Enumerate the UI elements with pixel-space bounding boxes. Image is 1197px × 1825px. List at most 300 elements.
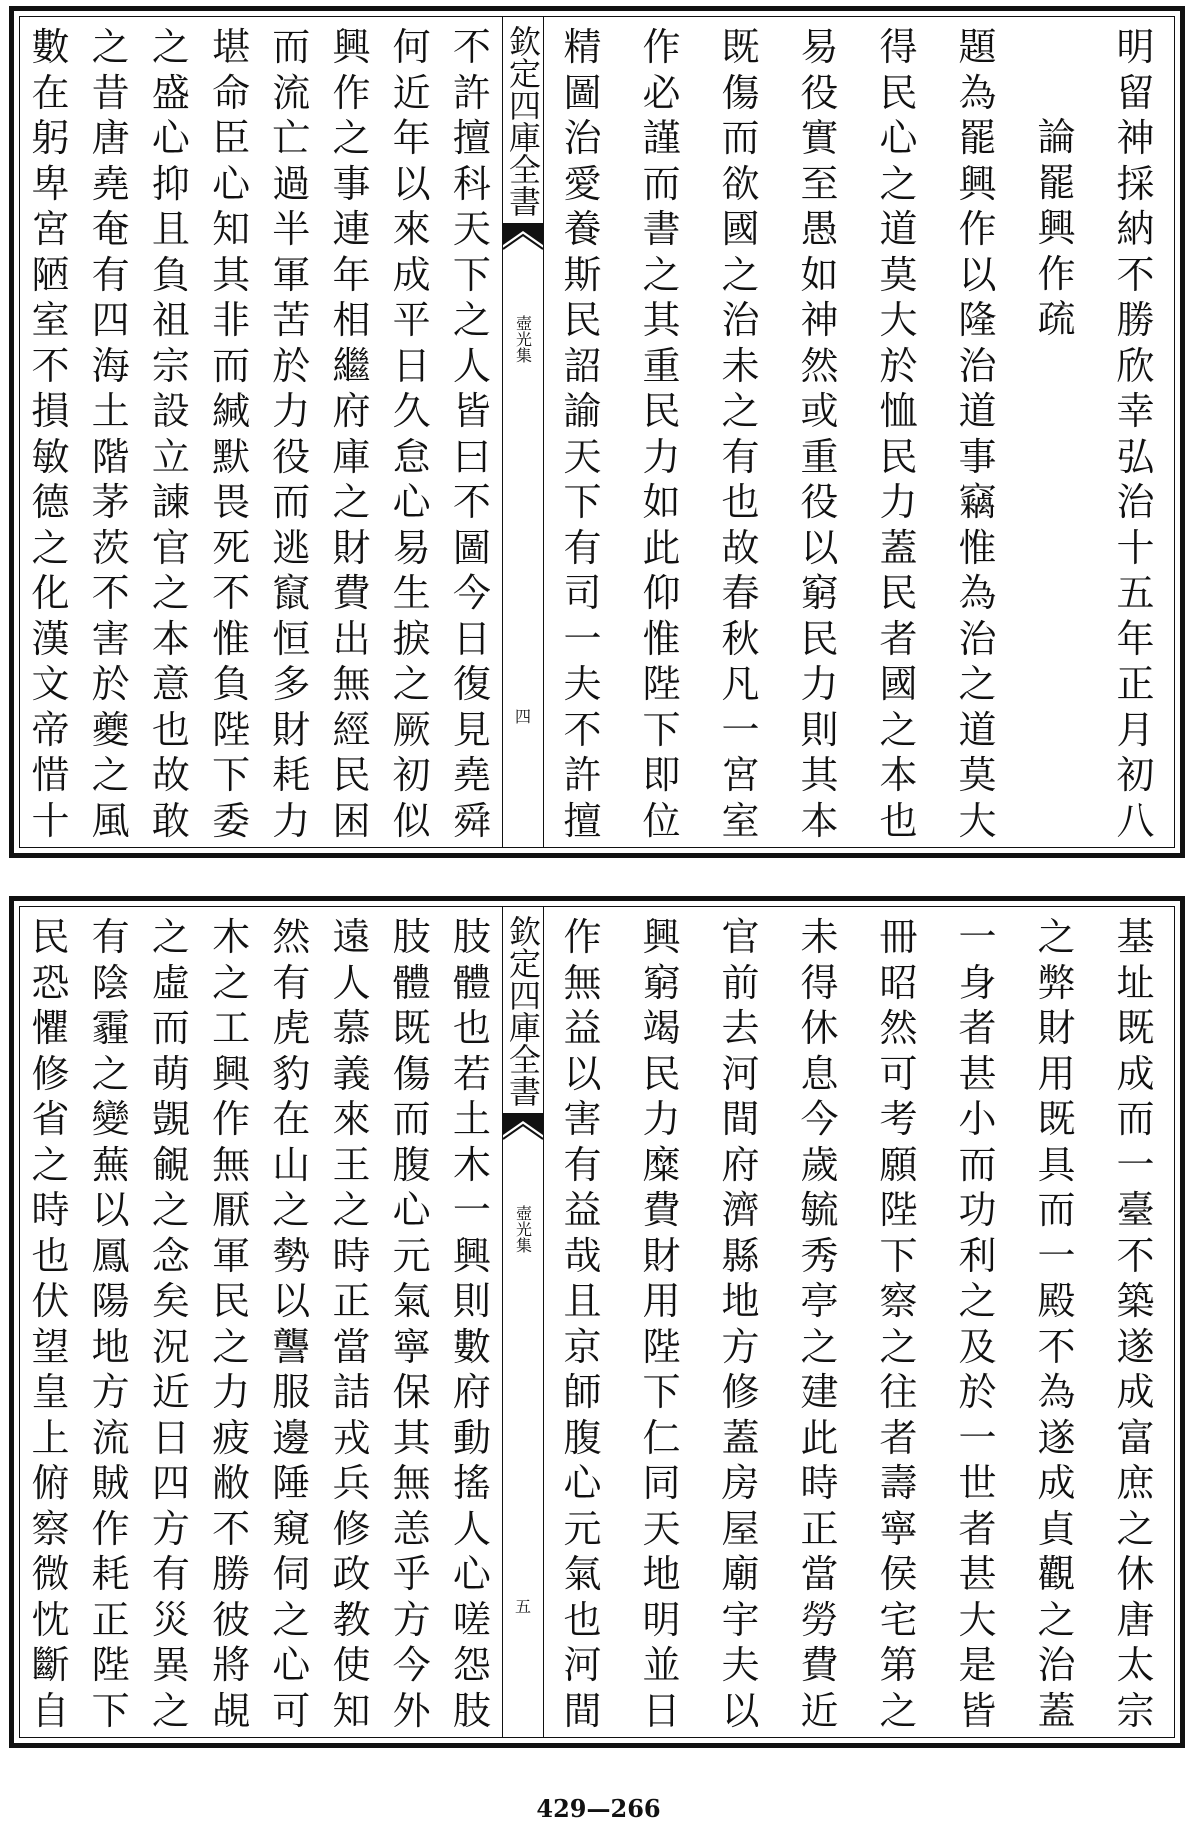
gutter-library-title: 欽定四庫全書 (504, 915, 542, 1107)
glyph: 年 (1116, 616, 1155, 661)
glyph: 況 (151, 1324, 190, 1369)
glyph: 亡 (272, 116, 311, 160)
glyph: 毓 (800, 1188, 839, 1232)
text-column (20, 915, 80, 1735)
glyph: 而 (642, 161, 681, 206)
glyph: 怠 (392, 434, 431, 479)
glyph: 成 (1037, 1461, 1076, 1505)
glyph: 肢 (452, 915, 491, 959)
glyph: 鳳 (91, 1233, 130, 1278)
glyph: 數 (452, 1324, 491, 1369)
glyph: 仰 (642, 571, 681, 615)
gutter-book-title: 壺光集 (513, 1205, 533, 1253)
glyph: 重 (800, 434, 839, 479)
glyph: 五 (1116, 571, 1155, 615)
glyph: 抑 (151, 161, 190, 206)
glyph: 兵 (332, 1461, 371, 1505)
glyph: 斷 (31, 1643, 70, 1687)
glyph: 之 (879, 161, 918, 206)
glyph: 生 (392, 571, 431, 615)
glyph: 仁 (642, 1415, 681, 1460)
glyph: 治 (721, 298, 760, 342)
glyph: 木 (452, 1142, 491, 1187)
text-column (382, 915, 442, 1735)
glyph: 漢 (31, 616, 70, 661)
glyph: 府 (332, 389, 371, 433)
glyph: 擅 (563, 798, 602, 843)
text-column (201, 25, 261, 845)
glyph (1111, 1734, 1161, 1735)
glyph (1111, 844, 1161, 845)
glyph: 濟 (721, 1188, 760, 1232)
glyph: 初 (392, 753, 431, 797)
glyph: 當 (332, 1324, 371, 1369)
glyph: 有 (91, 915, 130, 959)
text-column (938, 915, 1017, 1735)
glyph: 怨 (452, 1643, 491, 1687)
glyph: 皇 (31, 1370, 70, 1414)
glyph: 窺 (272, 1506, 311, 1551)
text-column (141, 25, 201, 845)
glyph: 而 (958, 1142, 997, 1187)
glyph: 之 (879, 1324, 918, 1369)
glyph: 採 (1116, 161, 1155, 206)
glyph: 唐 (1116, 1597, 1155, 1642)
glyph: 無 (392, 1461, 431, 1505)
glyph (25, 844, 75, 845)
glyph: 財 (642, 1233, 681, 1278)
glyph: 民 (642, 389, 681, 433)
glyph: 諭 (563, 389, 602, 433)
glyph: 有 (563, 525, 602, 570)
glyph: 有 (151, 1552, 190, 1596)
glyph: 宮 (721, 753, 760, 797)
glyph: 覦 (151, 1142, 190, 1187)
glyph: 也 (879, 798, 918, 843)
glyph: 作 (212, 1097, 251, 1141)
text-column (1017, 915, 1096, 1735)
glyph: 力 (879, 480, 918, 524)
glyph: 初 (1116, 753, 1155, 797)
glyph: 師 (563, 1370, 602, 1414)
glyph: 以 (91, 1188, 130, 1232)
glyph: 則 (452, 1279, 491, 1323)
glyph: 敝 (212, 1461, 251, 1505)
glyph: 日 (642, 1688, 681, 1733)
glyph: 疏 (1037, 297, 1076, 341)
glyph: 也 (563, 1597, 602, 1642)
glyph: 不 (31, 343, 70, 388)
glyph: 之 (91, 1051, 130, 1096)
glyph: 之 (332, 480, 371, 524)
glyph: 休 (800, 1006, 839, 1050)
glyph (637, 844, 687, 845)
glyph (387, 844, 437, 845)
glyph: 忱 (31, 1597, 70, 1642)
glyph: 心 (452, 1552, 491, 1596)
glyph: 作 (1037, 251, 1076, 296)
glyph: 而 (1037, 1188, 1076, 1232)
glyph: 詔 (563, 343, 602, 388)
glyph: 體 (392, 960, 431, 1005)
glyph: 堯 (91, 161, 130, 206)
glyph: 如 (642, 480, 681, 524)
glyph: 小 (958, 1097, 997, 1141)
glyph: 河 (721, 1051, 760, 1096)
glyph: 惟 (958, 525, 997, 570)
glyph: 治 (958, 343, 997, 388)
glyph: 逃 (272, 525, 311, 570)
glyph: 民 (332, 753, 371, 797)
glyph: 日 (151, 1415, 190, 1460)
glyph: 益 (563, 1188, 602, 1232)
glyph: 而 (212, 343, 251, 388)
glyph: 惜 (31, 753, 70, 797)
glyph: 於 (958, 1370, 997, 1414)
glyph: 舜 (452, 798, 491, 843)
glyph: 屋 (721, 1506, 760, 1551)
glyph: 十 (31, 798, 70, 843)
glyph: 陋 (31, 252, 70, 297)
glyph: 是 (958, 1643, 997, 1687)
glyph: 連 (332, 207, 371, 251)
fish-tail-mark-icon (503, 223, 543, 279)
glyph: 納 (1116, 207, 1155, 251)
glyph: 宗 (151, 343, 190, 388)
glyph: 耗 (272, 753, 311, 797)
glyph: 神 (800, 298, 839, 342)
glyph: 之 (91, 753, 130, 797)
glyph: 下 (452, 252, 491, 297)
glyph: 無 (212, 1142, 251, 1187)
glyph: 國 (879, 662, 918, 706)
glyph: 之 (721, 389, 760, 433)
page-top (9, 6, 1185, 858)
glyph: 竭 (642, 1006, 681, 1050)
glyph: 也 (721, 480, 760, 524)
glyph: 位 (642, 798, 681, 843)
glyph: 似 (392, 798, 431, 843)
glyph: 地 (91, 1324, 130, 1369)
glyph: 地 (721, 1279, 760, 1323)
glyph: 並 (642, 1643, 681, 1687)
glyph: 皆 (958, 1688, 997, 1733)
text-column (1096, 25, 1175, 845)
glyph: 既 (1037, 1097, 1076, 1141)
glyph: 以 (800, 525, 839, 570)
glyph: 道 (958, 707, 997, 752)
glyph: 官 (721, 915, 760, 959)
glyph: 人 (452, 343, 491, 388)
glyph: 之 (1116, 1506, 1155, 1551)
glyph: 而 (721, 116, 760, 160)
glyph: 既 (392, 1006, 431, 1050)
glyph: 本 (800, 798, 839, 843)
glyph: 之 (332, 1188, 371, 1232)
glyph: 卑 (31, 161, 70, 206)
glyph: 之 (91, 25, 130, 69)
glyph: 太 (1116, 1643, 1155, 1687)
glyph: 修 (31, 1051, 70, 1096)
text-column (622, 915, 701, 1735)
glyph: 重 (642, 343, 681, 388)
glyph: 觀 (1037, 1552, 1076, 1596)
glyph: 愚 (800, 207, 839, 251)
glyph: 精 (563, 25, 602, 69)
glyph: 流 (272, 70, 311, 115)
glyph: 留 (1116, 70, 1155, 115)
glyph: 異 (151, 1643, 190, 1687)
text-column (543, 25, 622, 845)
glyph: 身 (958, 960, 997, 1005)
glyph: 昔 (91, 70, 130, 115)
glyph: 今 (392, 1643, 431, 1687)
page-top-frame (19, 16, 1175, 848)
glyph: 察 (31, 1506, 70, 1551)
glyph (716, 844, 766, 845)
glyph: 臺 (1116, 1188, 1155, 1232)
glyph: 神 (1116, 116, 1155, 160)
glyph: 不 (1116, 1233, 1155, 1278)
glyph: 然 (800, 343, 839, 388)
glyph: 諫 (151, 480, 190, 524)
glyph: 如 (800, 252, 839, 297)
glyph: 文 (31, 662, 70, 706)
glyph: 土 (91, 389, 130, 433)
glyph: 未 (800, 915, 839, 959)
glyph: 之 (958, 662, 997, 706)
glyph: 圖 (563, 70, 602, 115)
glyph: 厭 (212, 1188, 251, 1232)
glyph: 房 (721, 1461, 760, 1505)
glyph: 八 (1116, 798, 1155, 843)
glyph: 其 (392, 1415, 431, 1460)
glyph: 死 (212, 525, 251, 570)
glyph: 京 (563, 1324, 602, 1369)
glyph: 之 (879, 1688, 918, 1733)
text-column (701, 25, 780, 845)
glyph: 興 (1037, 206, 1076, 250)
glyph: 糜 (642, 1142, 681, 1187)
glyph: 將 (212, 1643, 251, 1687)
glyph: 捩 (392, 616, 431, 661)
gutter-book-title: 壺光集 (513, 315, 533, 363)
glyph: 欲 (721, 161, 760, 206)
glyph: 萌 (151, 1051, 190, 1096)
text-column (859, 25, 938, 845)
glyph: 天 (452, 207, 491, 251)
glyph: 者 (958, 1506, 997, 1551)
glyph: 保 (392, 1370, 431, 1414)
glyph: 祖 (151, 298, 190, 342)
glyph: 近 (800, 1688, 839, 1733)
glyph: 縣 (721, 1233, 760, 1278)
glyph: 堯 (452, 753, 491, 797)
glyph: 得 (879, 25, 918, 69)
glyph: 役 (272, 434, 311, 479)
glyph: 地 (642, 1552, 681, 1596)
glyph: 為 (958, 70, 997, 115)
glyph: 過 (272, 161, 311, 206)
glyph: 之 (31, 525, 70, 570)
glyph: 而 (151, 1006, 190, 1050)
glyph: 也 (452, 1006, 491, 1050)
page-bottom-frame (19, 906, 1175, 1738)
text-column (780, 915, 859, 1735)
glyph: 一 (452, 1188, 491, 1232)
glyph: 易 (800, 25, 839, 69)
glyph: 下 (212, 753, 251, 797)
glyph: 既 (1116, 1006, 1155, 1050)
glyph: 基 (1116, 915, 1155, 959)
glyph: 則 (800, 707, 839, 752)
glyph: 恙 (392, 1506, 431, 1551)
glyph: 於 (272, 343, 311, 388)
glyph: 流 (91, 1415, 130, 1460)
glyph: 者 (958, 1006, 997, 1050)
glyph: 之 (800, 1324, 839, 1369)
glyph: 明 (642, 1597, 681, 1642)
glyph: 今 (800, 1097, 839, 1141)
page-reference: 429—266 (536, 1794, 661, 1823)
glyph (795, 1734, 845, 1735)
glyph: 治 (1116, 480, 1155, 524)
glyph: 賊 (91, 1461, 130, 1505)
glyph: 用 (642, 1279, 681, 1323)
glyph: 夔 (91, 707, 130, 752)
glyph: 耗 (91, 1552, 130, 1596)
glyph: 蓋 (879, 525, 918, 570)
glyph: 之 (879, 707, 918, 752)
glyph: 變 (91, 1097, 130, 1141)
glyph: 不 (1116, 252, 1155, 297)
glyph: 且 (151, 207, 190, 251)
glyph: 今 (452, 571, 491, 615)
glyph: 惟 (212, 616, 251, 661)
glyph: 擅 (452, 116, 491, 160)
glyph: 窮 (642, 960, 681, 1005)
glyph: 遂 (1116, 1324, 1155, 1369)
glyph: 復 (452, 662, 491, 706)
glyph (874, 844, 924, 845)
text-column (780, 25, 859, 845)
glyph: 費 (800, 1643, 839, 1687)
glyph: 力 (212, 1370, 251, 1414)
glyph: 間 (563, 1688, 602, 1733)
glyph: 然 (272, 915, 311, 959)
glyph: 窮 (800, 571, 839, 615)
glyph: 本 (879, 753, 918, 797)
glyph: 陰 (91, 960, 130, 1005)
glyph: 為 (1037, 1370, 1076, 1414)
glyph: 許 (563, 753, 602, 797)
glyph: 壽 (879, 1461, 918, 1505)
text-column (141, 915, 201, 1735)
glyph: 廟 (721, 1552, 760, 1596)
glyph: 第 (879, 1643, 918, 1687)
glyph: 人 (452, 1506, 491, 1551)
glyph: 莫 (879, 252, 918, 297)
glyph: 日 (392, 343, 431, 388)
glyph: 讋 (272, 1324, 311, 1369)
glyph: 宮 (31, 207, 70, 251)
glyph: 方 (151, 1506, 190, 1551)
glyph: 本 (151, 616, 190, 661)
glyph: 此 (800, 1415, 839, 1460)
glyph: 民 (31, 915, 70, 959)
glyph: 河 (563, 1643, 602, 1687)
glyph (326, 1734, 376, 1735)
glyph: 陲 (272, 1461, 311, 1505)
glyph: 繼 (332, 343, 371, 388)
glyph: 甚 (958, 1051, 997, 1096)
glyph: 近 (151, 1370, 190, 1414)
glyph: 王 (332, 1142, 371, 1187)
glyph: 息 (800, 1051, 839, 1096)
glyph: 之 (642, 252, 681, 297)
glyph: 之 (151, 25, 190, 69)
glyph: 莫 (958, 753, 997, 797)
glyph: 元 (563, 1506, 602, 1551)
glyph: 可 (879, 1051, 918, 1096)
glyph: 圖 (452, 525, 491, 570)
glyph: 年 (332, 252, 371, 297)
glyph: 而 (272, 25, 311, 69)
glyph (716, 1734, 766, 1735)
glyph: 之 (151, 915, 190, 959)
glyph: 久 (392, 389, 431, 433)
glyph: 之 (151, 1188, 190, 1232)
glyph: 興 (332, 25, 371, 69)
glyph: 明 (1116, 25, 1155, 69)
glyph: 來 (332, 1097, 371, 1141)
glyph: 伺 (272, 1552, 311, 1596)
glyph: 恒 (272, 616, 311, 661)
text-column (20, 25, 80, 845)
glyph: 政 (332, 1552, 371, 1596)
glyph: 民 (800, 616, 839, 661)
glyph: 腹 (563, 1415, 602, 1460)
glyph: 者 (879, 1415, 918, 1460)
glyph: 昭 (879, 960, 918, 1005)
glyph: 凡 (721, 662, 760, 706)
glyph: 山 (272, 1142, 311, 1187)
glyph: 力 (272, 798, 311, 843)
glyph: 民 (563, 298, 602, 342)
glyph: 貞 (1037, 1506, 1076, 1551)
glyph: 方 (91, 1370, 130, 1414)
glyph: 國 (721, 207, 760, 251)
glyph (387, 1734, 437, 1735)
glyph: 也 (31, 1233, 70, 1278)
glyph: 利 (958, 1233, 997, 1278)
glyph (447, 844, 497, 845)
glyph: 其 (800, 753, 839, 797)
glyph: 海 (91, 343, 130, 388)
glyph: 心 (563, 1461, 602, 1505)
glyph: 冊 (879, 915, 918, 959)
text-column (201, 915, 261, 1735)
glyph: 皆 (452, 389, 491, 433)
glyph: 民 (879, 70, 918, 115)
glyph: 命 (212, 70, 251, 115)
glyph: 實 (800, 116, 839, 160)
glyph: 之 (31, 1142, 70, 1187)
glyph: 近 (392, 70, 431, 115)
glyph: 宇 (721, 1597, 760, 1642)
glyph: 以 (272, 1279, 311, 1323)
glyph: 帝 (31, 707, 70, 752)
